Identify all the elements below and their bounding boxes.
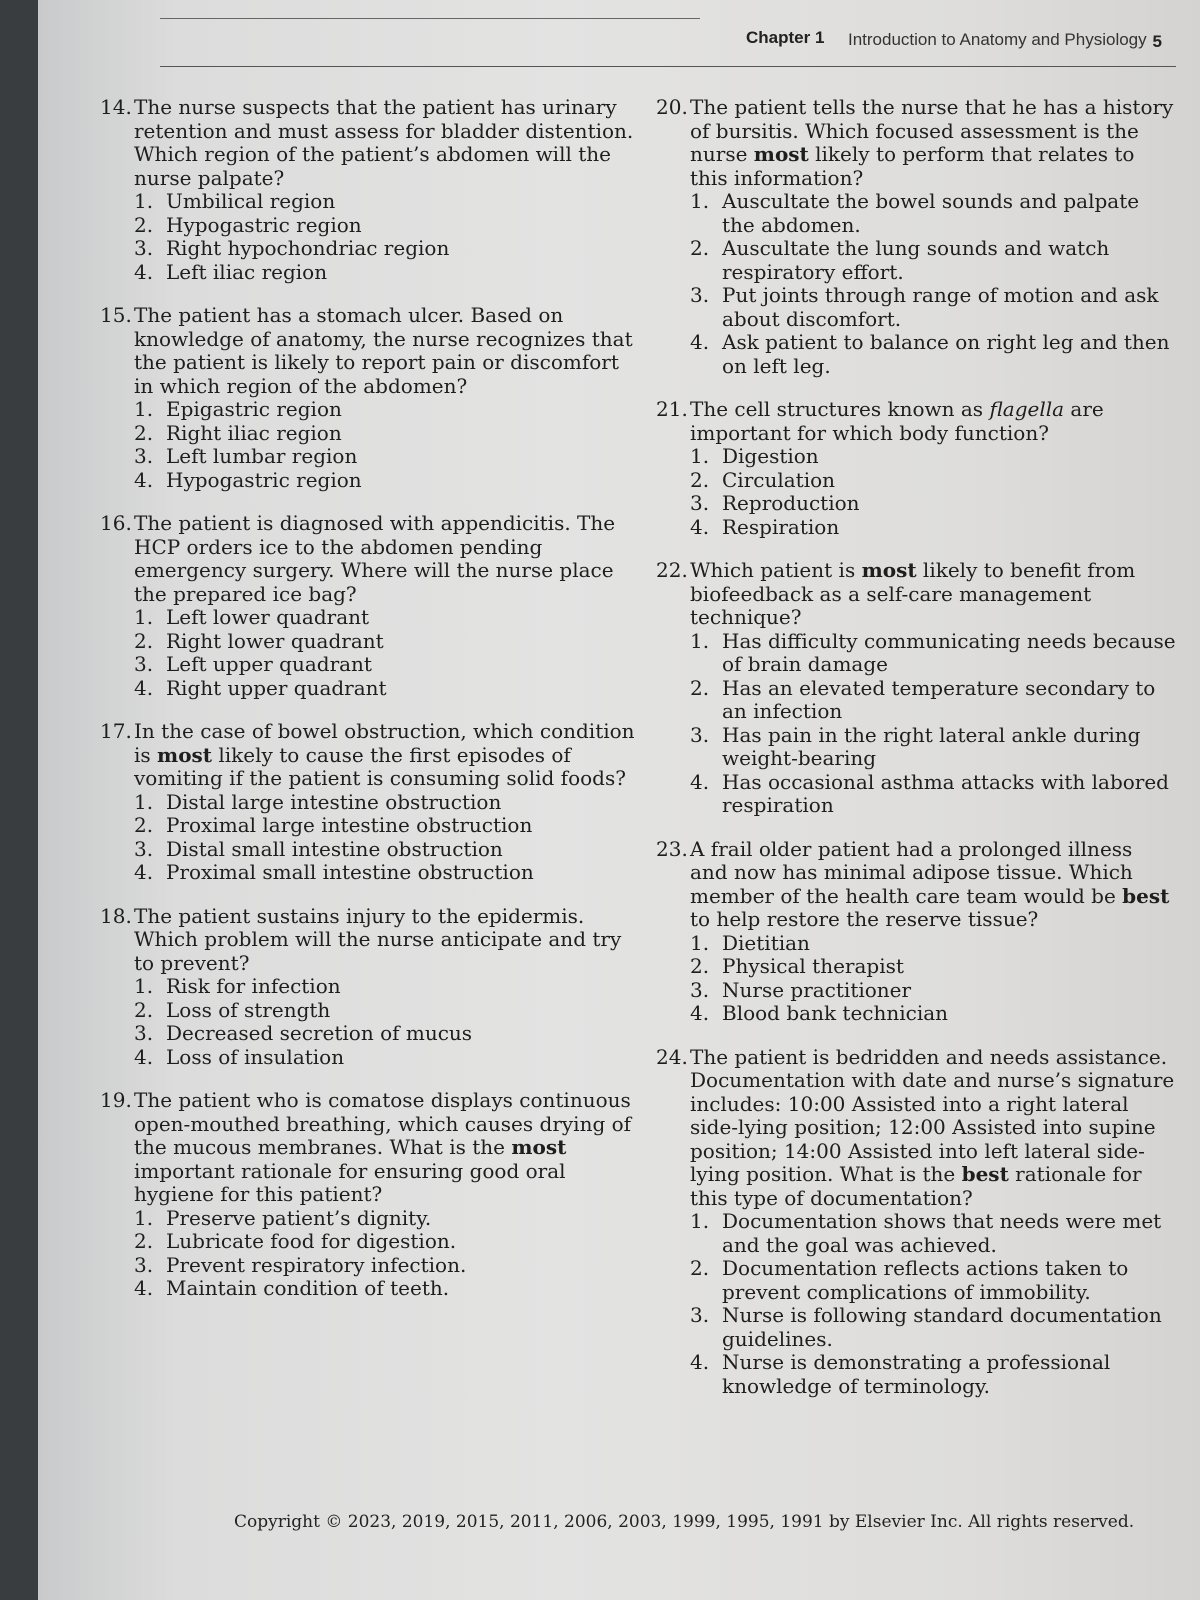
option-text: Has difficulty communicating needs because of brain damage (722, 628, 1176, 676)
answer-option (656, 1257, 1176, 1304)
question-text-run: important rationale for ensuring good oral hygiene for this patient? (134, 1158, 566, 1206)
option-text: Auscultate the lung sounds and watch respiratory effort. (722, 236, 1110, 284)
option-text: Nurse practitioner (722, 977, 912, 1002)
question-text-run: likely to benefit from biofeedback as a self-care management technique? (690, 558, 1136, 629)
option-text: Physical therapist (722, 954, 904, 978)
option-number: 2. (134, 813, 154, 837)
answer-option (100, 190, 640, 214)
question-stem (100, 304, 640, 398)
option-text: Right lower quadrant (166, 628, 384, 653)
option-text: Umbilical region (166, 189, 336, 213)
question-item (656, 96, 1176, 378)
running-header (160, 18, 1176, 67)
option-text: Right hypochondriac region (166, 236, 450, 260)
question-number: 23. (656, 836, 688, 861)
question-text-run: The patient who is comatose displays continuous open-mouthed breathing, which causes drying of the mucous membranes. What is the (134, 1088, 632, 1159)
question-item (100, 905, 640, 1070)
emphasis-italic: flagella (989, 397, 1065, 421)
option-text: Circulation (722, 467, 836, 492)
question-text (134, 512, 640, 606)
question-item (100, 512, 640, 700)
answer-option (100, 1022, 640, 1046)
option-number: 2. (134, 420, 154, 445)
question-text (134, 1089, 640, 1207)
answer-option (656, 630, 1176, 677)
answer-option (656, 932, 1176, 956)
question-text (134, 905, 640, 976)
left-column (100, 96, 640, 1321)
question-item (100, 720, 640, 885)
answer-options (656, 445, 1176, 539)
question-number: 18. (100, 903, 132, 928)
question-item (656, 398, 1176, 539)
question-number: 16. (100, 511, 132, 535)
option-number: 3. (134, 1252, 154, 1277)
answer-option (656, 469, 1176, 493)
question-text-run: The patient has a stomach ulcer. Based on knowledge of anatomy, the nurse recognizes that the patient is likely to report pain or discomfort in which region of the abdomen? (134, 303, 633, 398)
answer-option (656, 771, 1176, 818)
option-number: 2. (134, 628, 154, 653)
header-rule (160, 18, 700, 19)
option-number: 4. (690, 1350, 710, 1374)
answer-option (100, 861, 640, 885)
copyright-footer: Copyright © 2023, 2019, 2015, 2011, 2006, 2003, 1999, 1995, 1991 by Elsevier Inc. All rights reserved. (234, 1512, 1135, 1532)
option-number: 4. (134, 675, 154, 700)
question-stem (656, 559, 1176, 630)
question-text-run: The patient sustains injury to the epidermis. Which problem will the nurse anticipate and try to prevent? (134, 903, 622, 975)
option-number: 2. (690, 236, 710, 260)
answer-option (100, 398, 640, 422)
option-text: Has pain in the right lateral ankle during weight-bearing (722, 722, 1141, 770)
answer-option (656, 1002, 1176, 1026)
question-stem (656, 398, 1176, 445)
answer-option (656, 331, 1176, 378)
answer-option (100, 214, 640, 238)
answer-option (100, 975, 640, 999)
option-text: Put joints through range of motion and ask about discomfort. (722, 283, 1159, 331)
answer-option (656, 284, 1176, 331)
option-number: 2. (690, 1256, 710, 1280)
question-number: 21. (656, 397, 688, 421)
option-number: 2. (134, 997, 154, 1022)
emphasis-bold: most (157, 742, 213, 767)
question-text-run: are important for which body function? (690, 397, 1104, 445)
question-number: 24. (656, 1044, 688, 1069)
option-number: 3. (134, 444, 154, 468)
answer-option (100, 791, 640, 815)
emphasis-bold: most (861, 558, 917, 582)
option-text: Loss of insulation (166, 1044, 345, 1069)
emphasis-bold: most (753, 142, 809, 166)
question-text (690, 559, 1176, 630)
option-text: Risk for infection (166, 974, 341, 998)
option-number: 2. (690, 675, 710, 700)
question-item (656, 1046, 1176, 1399)
option-text: Proximal large intestine obstruction (166, 813, 533, 837)
answer-options (656, 630, 1176, 818)
question-number: 19. (100, 1088, 132, 1112)
option-number: 2. (690, 467, 710, 492)
book-page (38, 0, 1200, 1600)
option-text: Loss of strength (166, 997, 331, 1022)
chapter-title: Introduction to Anatomy and Physiology (848, 30, 1147, 49)
question-stem (100, 96, 640, 190)
question-text-run: likely to perform that relates to this information? (690, 142, 1135, 190)
answer-option (100, 445, 640, 469)
option-number: 1. (134, 397, 154, 421)
option-text: Nurse is following standard documentation guidelines. (722, 1303, 1162, 1351)
option-text: Has occasional asthma attacks with labored respiration (722, 769, 1169, 817)
right-column (656, 96, 1176, 1418)
question-stem (100, 1089, 640, 1207)
answer-options (100, 791, 640, 885)
answer-option (656, 955, 1176, 979)
option-number: 1. (690, 1209, 710, 1233)
question-item (656, 559, 1176, 818)
option-text: Documentation shows that needs were met and the goal was achieved. (722, 1209, 1162, 1257)
option-text: Decreased secretion of mucus (166, 1021, 473, 1045)
page-number: 5 (1152, 32, 1162, 51)
option-number: 4. (134, 467, 154, 492)
option-number: 1. (134, 1205, 154, 1230)
option-number: 4. (134, 1276, 154, 1300)
option-number: 3. (134, 1021, 154, 1045)
option-number: 1. (134, 974, 154, 998)
answer-options (100, 398, 640, 492)
option-text: Distal large intestine obstruction (166, 789, 502, 814)
question-text (134, 304, 640, 398)
question-item (100, 96, 640, 284)
option-number: 3. (690, 491, 710, 515)
option-number: 3. (134, 836, 154, 861)
emphasis-bold: best (961, 1162, 1009, 1186)
option-number: 3. (134, 652, 154, 676)
answer-option (100, 1046, 640, 1070)
option-text: Lubricate food for digestion. (166, 1229, 457, 1253)
option-text: Dietitian (722, 930, 810, 955)
answer-option (656, 492, 1176, 516)
question-stem (100, 512, 640, 606)
answer-option (656, 445, 1176, 469)
question-text-run: A frail older patient had a prolonged illness and now has minimal adipose tissue. Which member of the health care team would be (690, 836, 1133, 908)
option-text: Right iliac region (166, 420, 342, 445)
question-number: 22. (656, 558, 688, 582)
answer-options (100, 975, 640, 1069)
option-number: 3. (690, 977, 710, 1002)
option-text: Epigastric region (166, 397, 342, 421)
answer-option (656, 1351, 1176, 1398)
answer-option (656, 724, 1176, 771)
answer-option (100, 838, 640, 862)
question-text (690, 398, 1176, 445)
option-number: 1. (134, 605, 154, 629)
option-text: Right upper quadrant (166, 675, 387, 700)
question-number: 14. (100, 95, 132, 119)
option-text: Maintain condition of teeth. (166, 1276, 450, 1300)
answer-option (656, 1210, 1176, 1257)
question-text-run: likely to cause the first episodes of vomiting if the patient is consuming solid foods? (134, 742, 626, 790)
option-number: 3. (134, 236, 154, 260)
option-number: 3. (690, 722, 710, 747)
option-number: 1. (690, 189, 710, 213)
option-text: Respiration (722, 514, 840, 539)
answer-option (100, 999, 640, 1023)
question-number: 15. (100, 303, 132, 327)
answer-option (100, 1230, 640, 1254)
option-number: 1. (134, 789, 154, 814)
option-text: Has an elevated temperature secondary to an infection (722, 675, 1156, 723)
answer-option (100, 606, 640, 630)
chapter-label: Chapter 1 (746, 28, 825, 47)
option-number: 1. (690, 628, 710, 653)
answer-option (656, 237, 1176, 284)
option-text: Left lower quadrant (166, 605, 370, 629)
question-stem (100, 720, 640, 791)
question-text (690, 838, 1176, 932)
question-text (690, 1046, 1176, 1211)
option-number: 4. (690, 1001, 710, 1025)
option-text: Distal small intestine obstruction (166, 836, 503, 861)
question-text-run: In the case of bowel obstruction, which condition is (134, 719, 635, 767)
option-number: 4. (690, 769, 710, 794)
answer-option (100, 261, 640, 285)
answer-options (656, 190, 1176, 378)
question-text (134, 720, 640, 791)
emphasis-bold: most (511, 1135, 567, 1159)
option-number: 4. (134, 259, 154, 284)
answer-options (656, 932, 1176, 1026)
answer-option (100, 814, 640, 838)
answer-options (100, 190, 640, 284)
answer-options (656, 1210, 1176, 1398)
option-number: 1. (690, 444, 710, 468)
question-text-run: The patient is bedridden and needs assistance. Documentation with date and nurse’s signature includes: 10:00 Assisted into a right lateral side-lying position; 12:00 Assisted into supine position; 14:00 Assisted into left lateral side-lying position. What is the (690, 1044, 1175, 1186)
emphasis-bold: best (1122, 883, 1170, 908)
option-text: Proximal small intestine obstruction (166, 860, 534, 884)
option-number: 3. (690, 1303, 710, 1327)
question-item (656, 838, 1176, 1026)
question-item (100, 304, 640, 492)
option-number: 4. (690, 514, 710, 539)
question-number: 17. (100, 719, 132, 743)
option-number: 2. (134, 1229, 154, 1253)
option-text: Ask patient to balance on right leg and then on left leg. (722, 330, 1170, 378)
option-number: 4. (690, 330, 710, 354)
option-text: Left upper quadrant (166, 652, 372, 676)
answer-option (100, 653, 640, 677)
question-text-run: The patient tells the nurse that he has a history of bursitis. Which focused assessment is the nurse (690, 95, 1174, 166)
option-text: Hypogastric region (166, 212, 362, 237)
question-stem (100, 905, 640, 976)
answer-option (656, 1304, 1176, 1351)
question-text-run: The cell structures known as (690, 397, 990, 421)
option-text: Auscultate the bowel sounds and palpate the abdomen. (722, 189, 1140, 237)
answer-option (100, 1277, 640, 1301)
question-text-run: The patient is diagnosed with appendicitis. The HCP orders ice to the abdomen pending emergency surgery. Where will the nurse place the prepared ice bag? (134, 511, 616, 606)
question-stem (656, 1046, 1176, 1211)
answer-option (656, 516, 1176, 540)
answer-option (100, 630, 640, 654)
question-text-run: Which patient is (690, 558, 862, 582)
answer-option (100, 469, 640, 493)
option-text: Reproduction (722, 491, 860, 515)
question-text (134, 96, 640, 190)
answer-option (100, 1254, 640, 1278)
option-text: Blood bank technician (722, 1001, 949, 1025)
question-item (100, 1089, 640, 1301)
answer-option (100, 1207, 640, 1231)
question-number: 20. (656, 95, 688, 119)
option-number: 3. (690, 283, 710, 307)
answer-options (100, 606, 640, 700)
option-number: 2. (134, 212, 154, 237)
answer-option (656, 677, 1176, 724)
option-number: 2. (690, 954, 710, 978)
question-text-run: The nurse suspects that the patient has urinary retention and must assess for bladder distention. Which region of the patient’s abdomen will the nurse palpate? (134, 95, 634, 190)
question-text-run: to help restore the reserve tissue? (690, 907, 1039, 931)
question-stem (656, 96, 1176, 190)
answer-option (100, 237, 640, 261)
option-text: Left iliac region (166, 259, 328, 284)
question-stem (656, 838, 1176, 932)
answer-options (100, 1207, 640, 1301)
option-text: Left lumbar region (166, 444, 358, 468)
option-number: 4. (134, 1044, 154, 1069)
answer-option (100, 677, 640, 701)
option-text: Hypogastric region (166, 467, 362, 492)
option-text: Nurse is demonstrating a professional knowledge of terminology. (722, 1350, 1111, 1398)
option-number: 1. (134, 189, 154, 213)
option-number: 4. (134, 860, 154, 884)
option-number: 1. (690, 930, 710, 955)
question-text-run: rationale for this type of documentation? (690, 1162, 1142, 1210)
answer-option (100, 422, 640, 446)
answer-option (656, 190, 1176, 237)
option-text: Preserve patient’s dignity. (166, 1205, 432, 1230)
question-text (690, 96, 1176, 190)
option-text: Digestion (722, 444, 819, 468)
option-text: Prevent respiratory infection. (166, 1252, 467, 1277)
answer-option (656, 979, 1176, 1003)
option-text: Documentation reflects actions taken to prevent complications of immobility. (722, 1256, 1129, 1304)
